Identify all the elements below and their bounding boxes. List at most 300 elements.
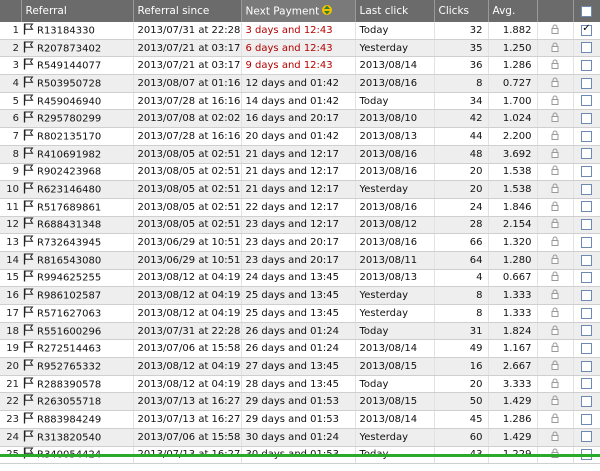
last-click: 2013/08/13 xyxy=(355,128,434,146)
next-payment: 16 days and 20:17 xyxy=(241,110,355,128)
lock-cell xyxy=(537,428,573,446)
flag-icon[interactable] xyxy=(23,430,34,445)
clicks-count: 16 xyxy=(434,358,488,376)
referral-since: 2013/06/29 at 10:51 xyxy=(133,234,241,252)
select-cell xyxy=(573,340,600,358)
select-cell xyxy=(573,269,600,287)
referral-since: 2013/07/06 at 15:58 xyxy=(133,340,241,358)
table-row[interactable] xyxy=(0,92,600,110)
referral-since: 2013/08/05 at 02:51 xyxy=(133,163,241,181)
flag-icon[interactable] xyxy=(23,288,34,303)
referral-since: 2013/08/12 at 04:19 xyxy=(133,375,241,393)
lock-cell xyxy=(537,39,573,57)
row-index: 14 xyxy=(0,251,21,269)
referral-cell xyxy=(21,393,133,411)
referral-cell xyxy=(21,145,133,163)
table-row[interactable] xyxy=(0,75,600,93)
lock-icon[interactable] xyxy=(551,397,559,408)
col-avg-header[interactable]: Avg. xyxy=(488,0,537,22)
last-click: 2013/08/15 xyxy=(355,358,434,376)
table-row[interactable] xyxy=(0,163,600,181)
row-select-checkbox[interactable] xyxy=(581,255,592,266)
next-payment: 23 days and 20:17 xyxy=(241,234,355,252)
last-click: Today xyxy=(355,375,434,393)
next-payment: 20 days and 01:42 xyxy=(241,128,355,146)
lock-icon[interactable] xyxy=(551,114,559,125)
clicks-count: 64 xyxy=(434,251,488,269)
row-select-checkbox[interactable] xyxy=(581,166,592,177)
row-select-checkbox[interactable] xyxy=(581,60,592,71)
average-value: 1.333 xyxy=(488,305,537,323)
referral-since: 2013/07/13 at 16:27 xyxy=(133,411,241,429)
next-payment: 6 days and 12:43 xyxy=(241,39,355,57)
table-row[interactable] xyxy=(0,22,600,39)
row-select-checkbox[interactable] xyxy=(581,219,592,230)
col-next-payment-label: Next Payment xyxy=(245,5,320,17)
row-select-checkbox[interactable] xyxy=(581,343,592,354)
table-row[interactable] xyxy=(0,216,600,234)
row-index: 11 xyxy=(0,198,21,216)
row-index: 20 xyxy=(0,358,21,376)
lock-icon[interactable] xyxy=(551,185,559,196)
lock-icon[interactable] xyxy=(551,79,559,90)
referral-id: R288390578 xyxy=(37,379,102,391)
select-cell xyxy=(573,22,600,39)
row-select-checkbox[interactable] xyxy=(581,396,592,407)
col-index-header xyxy=(0,0,21,22)
average-value: 1.538 xyxy=(488,181,537,199)
row-index: 1 xyxy=(0,22,21,39)
row-index: 15 xyxy=(0,269,21,287)
flag-icon[interactable] xyxy=(23,394,34,409)
select-cell xyxy=(573,163,600,181)
col-referral-header[interactable]: Referral xyxy=(21,0,133,22)
select-cell xyxy=(573,251,600,269)
referral-id: R986102587 xyxy=(37,290,102,302)
average-value: 1.538 xyxy=(488,163,537,181)
next-payment: 29 days and 01:53 xyxy=(241,393,355,411)
last-click: 2013/08/16 xyxy=(355,145,434,163)
last-click: 2013/08/16 xyxy=(355,163,434,181)
referral-id: R549144077 xyxy=(37,60,102,72)
row-index: 19 xyxy=(0,340,21,358)
table-row[interactable] xyxy=(0,358,600,376)
clicks-count: 28 xyxy=(434,216,488,234)
next-payment: 29 days and 01:53 xyxy=(241,411,355,429)
row-index: 21 xyxy=(0,375,21,393)
next-payment: 21 days and 12:17 xyxy=(241,145,355,163)
clicks-count: 35 xyxy=(434,39,488,57)
next-payment: 26 days and 01:24 xyxy=(241,340,355,358)
table-row[interactable] xyxy=(0,305,600,323)
row-select-checkbox[interactable] xyxy=(581,131,592,142)
table-row[interactable] xyxy=(0,411,600,429)
lock-cell xyxy=(537,393,573,411)
row-index: 9 xyxy=(0,163,21,181)
clicks-count: 60 xyxy=(434,428,488,446)
flag-icon[interactable] xyxy=(23,341,34,356)
referral-cell xyxy=(21,322,133,340)
referral-cell xyxy=(21,305,133,323)
row-select-checkbox[interactable] xyxy=(581,42,592,53)
lock-cell xyxy=(537,216,573,234)
lock-icon[interactable] xyxy=(551,167,559,178)
row-select-checkbox[interactable] xyxy=(581,201,592,212)
row-index: 8 xyxy=(0,145,21,163)
lock-icon[interactable] xyxy=(551,26,559,37)
referral-cell xyxy=(21,57,133,75)
lock-icon[interactable] xyxy=(551,150,559,161)
flag-icon[interactable] xyxy=(23,58,34,73)
average-value: 1.167 xyxy=(488,340,537,358)
next-payment: 25 days and 13:45 xyxy=(241,305,355,323)
bottom-accent-bar xyxy=(0,454,600,457)
lock-cell xyxy=(537,305,573,323)
table-row[interactable] xyxy=(0,198,600,216)
referral-since: 2013/08/05 at 02:51 xyxy=(133,216,241,234)
last-click: 2013/08/12 xyxy=(355,216,434,234)
select-all-checkbox[interactable] xyxy=(581,6,592,17)
table-row[interactable] xyxy=(0,340,600,358)
row-select-checkbox[interactable] xyxy=(581,361,592,372)
flag-icon[interactable] xyxy=(23,94,34,109)
lock-icon[interactable] xyxy=(551,97,559,108)
row-index: 24 xyxy=(0,428,21,446)
next-payment: 27 days and 13:45 xyxy=(241,358,355,376)
flag-icon[interactable] xyxy=(23,270,34,285)
col-next-payment-header[interactable] xyxy=(241,0,355,22)
referral-since: 2013/07/13 at 16:27 xyxy=(133,393,241,411)
lock-icon[interactable] xyxy=(551,220,559,231)
referral-since: 2013/08/05 at 02:51 xyxy=(133,181,241,199)
select-cell xyxy=(573,198,600,216)
lock-cell xyxy=(537,322,573,340)
average-value: 1.280 xyxy=(488,251,537,269)
referral-cell xyxy=(21,163,133,181)
row-select-checkbox[interactable] xyxy=(581,431,592,442)
clicks-count: 50 xyxy=(434,393,488,411)
col-lock-header xyxy=(537,0,573,22)
referral-since: 2013/08/05 at 02:51 xyxy=(133,198,241,216)
table-row[interactable] xyxy=(0,269,600,287)
flag-icon[interactable] xyxy=(23,377,34,392)
referral-cell xyxy=(21,39,133,57)
average-value: 1.824 xyxy=(488,322,537,340)
referral-cell xyxy=(21,22,133,39)
flag-icon[interactable] xyxy=(23,324,34,339)
select-cell xyxy=(573,181,600,199)
flag-icon[interactable] xyxy=(23,306,34,321)
lock-cell xyxy=(537,234,573,252)
referral-id: R883984249 xyxy=(37,414,102,426)
referral-cell xyxy=(21,234,133,252)
lock-cell xyxy=(537,198,573,216)
average-value: 3.333 xyxy=(488,375,537,393)
flag-icon[interactable] xyxy=(23,76,34,91)
row-index: 18 xyxy=(0,322,21,340)
referral-id: R688431348 xyxy=(37,219,102,231)
last-click: 2013/08/13 xyxy=(355,269,434,287)
next-payment: 26 days and 01:24 xyxy=(241,322,355,340)
referral-cell xyxy=(21,251,133,269)
row-index: 17 xyxy=(0,305,21,323)
row-index: 12 xyxy=(0,216,21,234)
table-row[interactable] xyxy=(0,322,600,340)
last-click: Yesterday xyxy=(355,428,434,446)
table-row[interactable] xyxy=(0,234,600,252)
last-click: 2013/08/16 xyxy=(355,234,434,252)
average-value: 0.667 xyxy=(488,269,537,287)
referral-since: 2013/07/31 at 22:28 xyxy=(133,322,241,340)
select-cell xyxy=(573,358,600,376)
lock-cell xyxy=(537,181,573,199)
average-value: 2.200 xyxy=(488,128,537,146)
select-cell xyxy=(573,287,600,305)
average-value: 1.429 xyxy=(488,393,537,411)
referral-id: R802135170 xyxy=(37,131,102,143)
clicks-count: 34 xyxy=(434,92,488,110)
row-select-checkbox[interactable] xyxy=(581,308,592,319)
row-select-checkbox[interactable] xyxy=(581,25,592,36)
flag-icon[interactable] xyxy=(23,235,34,250)
flag-icon[interactable] xyxy=(23,359,34,374)
lock-cell xyxy=(537,110,573,128)
referral-id: R551600296 xyxy=(37,326,102,338)
select-cell xyxy=(573,322,600,340)
row-index: 23 xyxy=(0,411,21,429)
select-cell xyxy=(573,39,600,57)
lock-cell xyxy=(537,269,573,287)
next-payment: 30 days and 01:24 xyxy=(241,428,355,446)
row-index: 16 xyxy=(0,287,21,305)
row-select-checkbox[interactable] xyxy=(581,237,592,248)
lock-icon[interactable] xyxy=(551,238,559,249)
average-value: 1.882 xyxy=(488,22,537,39)
lock-icon[interactable] xyxy=(551,380,559,391)
flag-icon[interactable] xyxy=(23,412,34,427)
row-select-checkbox[interactable] xyxy=(581,95,592,106)
row-index: 3 xyxy=(0,57,21,75)
row-select-checkbox[interactable] xyxy=(581,325,592,336)
row-index: 5 xyxy=(0,92,21,110)
clicks-count: 8 xyxy=(434,305,488,323)
row-index: 4 xyxy=(0,75,21,93)
referral-id: R313820540 xyxy=(37,432,102,444)
flag-icon[interactable] xyxy=(23,200,34,215)
clicks-count: 8 xyxy=(434,75,488,93)
last-click: Yesterday xyxy=(355,287,434,305)
next-payment: 9 days and 12:43 xyxy=(241,57,355,75)
last-click: 2013/08/15 xyxy=(355,393,434,411)
select-cell xyxy=(573,305,600,323)
referral-id: R207873402 xyxy=(37,43,102,55)
referral-id: R994625255 xyxy=(37,272,102,284)
last-click: 2013/08/10 xyxy=(355,110,434,128)
referral-cell xyxy=(21,181,133,199)
row-index: 13 xyxy=(0,234,21,252)
referral-since: 2013/07/31 at 22:28 xyxy=(133,22,241,39)
average-value: 1.320 xyxy=(488,234,537,252)
clicks-count: 42 xyxy=(434,110,488,128)
flag-icon[interactable] xyxy=(23,217,34,232)
table-row[interactable] xyxy=(0,251,600,269)
lock-cell xyxy=(537,411,573,429)
lock-cell xyxy=(537,75,573,93)
row-select-checkbox[interactable] xyxy=(581,78,592,89)
clicks-count: 31 xyxy=(434,322,488,340)
referral-id: R459046940 xyxy=(37,96,102,108)
lock-icon[interactable] xyxy=(551,415,559,426)
select-cell xyxy=(573,216,600,234)
clicks-count: 4 xyxy=(434,269,488,287)
lock-cell xyxy=(537,92,573,110)
next-payment: 22 days and 12:17 xyxy=(241,198,355,216)
select-cell xyxy=(573,128,600,146)
table-row[interactable] xyxy=(0,181,600,199)
average-value: 0.727 xyxy=(488,75,537,93)
row-select-checkbox[interactable] xyxy=(581,414,592,425)
average-value: 1.024 xyxy=(488,110,537,128)
average-value: 1.333 xyxy=(488,287,537,305)
table-row[interactable] xyxy=(0,393,600,411)
table-row[interactable] xyxy=(0,57,600,75)
lock-cell xyxy=(537,358,573,376)
flag-icon[interactable] xyxy=(23,182,34,197)
referral-id: R263055718 xyxy=(37,396,102,408)
select-cell xyxy=(573,393,600,411)
referral-id: R503950728 xyxy=(37,78,102,90)
lock-cell xyxy=(537,340,573,358)
col-last-click-header[interactable]: Last click xyxy=(355,0,434,22)
lock-cell xyxy=(537,163,573,181)
lock-icon[interactable] xyxy=(551,132,559,143)
referral-cell xyxy=(21,110,133,128)
next-payment: 3 days and 12:43 xyxy=(241,22,355,39)
referral-id: R517689861 xyxy=(37,202,102,214)
lock-icon[interactable] xyxy=(551,433,559,444)
referral-since: 2013/07/28 at 16:16 xyxy=(133,92,241,110)
lock-cell xyxy=(537,375,573,393)
referral-since: 2013/07/21 at 03:17 xyxy=(133,57,241,75)
select-cell xyxy=(573,110,600,128)
referral-cell xyxy=(21,75,133,93)
referral-cell xyxy=(21,375,133,393)
lock-icon[interactable] xyxy=(551,327,559,338)
average-value: 1.700 xyxy=(488,92,537,110)
row-select-checkbox[interactable] xyxy=(581,272,592,283)
referral-id: R623146480 xyxy=(37,184,102,196)
flag-icon[interactable] xyxy=(23,23,34,38)
last-click: Yesterday xyxy=(355,305,434,323)
lock-icon[interactable] xyxy=(551,44,559,55)
referral-since: 2013/08/12 at 04:19 xyxy=(133,305,241,323)
lock-icon[interactable] xyxy=(551,256,559,267)
referral-id: R952765332 xyxy=(37,361,102,373)
referral-cell xyxy=(21,287,133,305)
table-row[interactable] xyxy=(0,145,600,163)
table-row[interactable] xyxy=(0,428,600,446)
clicks-count: 20 xyxy=(434,163,488,181)
select-cell xyxy=(573,375,600,393)
flag-icon[interactable] xyxy=(23,129,34,144)
flag-icon[interactable] xyxy=(23,147,34,162)
last-click: 2013/08/11 xyxy=(355,251,434,269)
flag-icon[interactable] xyxy=(23,111,34,126)
referral-since: 2013/06/29 at 10:51 xyxy=(133,251,241,269)
table-row[interactable] xyxy=(0,39,600,57)
lock-cell xyxy=(537,287,573,305)
referral-id: R13184330 xyxy=(37,25,95,37)
lock-icon[interactable] xyxy=(551,273,559,284)
referral-cell xyxy=(21,411,133,429)
lock-icon[interactable] xyxy=(551,309,559,320)
table-row[interactable] xyxy=(0,375,600,393)
flag-icon[interactable] xyxy=(23,253,34,268)
lock-cell xyxy=(537,251,573,269)
col-since-header[interactable]: Referral since xyxy=(133,0,241,22)
average-value: 2.667 xyxy=(488,358,537,376)
lock-icon[interactable] xyxy=(551,203,559,214)
referral-id: R571627063 xyxy=(37,308,102,320)
last-click: 2013/08/14 xyxy=(355,411,434,429)
average-value: 1.286 xyxy=(488,57,537,75)
row-select-checkbox[interactable] xyxy=(581,184,592,195)
select-cell xyxy=(573,145,600,163)
flag-icon[interactable] xyxy=(23,41,34,56)
last-click: Yesterday xyxy=(355,181,434,199)
next-payment: 21 days and 12:17 xyxy=(241,163,355,181)
row-select-checkbox[interactable] xyxy=(581,290,592,301)
col-clicks-header[interactable]: Clicks xyxy=(434,0,488,22)
average-value: 1.250 xyxy=(488,39,537,57)
next-payment: 25 days and 13:45 xyxy=(241,287,355,305)
lock-icon[interactable] xyxy=(551,61,559,72)
next-payment: 23 days and 20:17 xyxy=(241,251,355,269)
lock-icon[interactable] xyxy=(551,291,559,302)
referral-cell xyxy=(21,358,133,376)
referral-cell xyxy=(21,128,133,146)
next-payment: 24 days and 13:45 xyxy=(241,269,355,287)
select-cell xyxy=(573,92,600,110)
last-click: Yesterday xyxy=(355,39,434,57)
lock-icon[interactable] xyxy=(551,344,559,355)
lock-icon[interactable] xyxy=(551,362,559,373)
row-select-checkbox[interactable] xyxy=(581,148,592,159)
lock-cell xyxy=(537,22,573,39)
sort-arrows-icon[interactable] xyxy=(322,4,332,19)
table-row[interactable] xyxy=(0,128,600,146)
select-cell xyxy=(573,428,600,446)
row-select-checkbox[interactable] xyxy=(581,378,592,389)
table-row[interactable] xyxy=(0,287,600,305)
referral-id: R902423968 xyxy=(37,166,102,178)
flag-icon[interactable] xyxy=(23,164,34,179)
row-index: 2 xyxy=(0,39,21,57)
average-value: 1.286 xyxy=(488,411,537,429)
referral-cell xyxy=(21,92,133,110)
last-click: 2013/08/16 xyxy=(355,75,434,93)
clicks-count: 44 xyxy=(434,128,488,146)
row-index: 22 xyxy=(0,393,21,411)
row-index: 10 xyxy=(0,181,21,199)
referral-cell xyxy=(21,216,133,234)
clicks-count: 48 xyxy=(434,145,488,163)
referral-since: 2013/08/12 at 04:19 xyxy=(133,287,241,305)
clicks-count: 32 xyxy=(434,22,488,39)
row-select-checkbox[interactable] xyxy=(581,113,592,124)
referral-id: R410691982 xyxy=(37,149,102,161)
table-row[interactable] xyxy=(0,110,600,128)
